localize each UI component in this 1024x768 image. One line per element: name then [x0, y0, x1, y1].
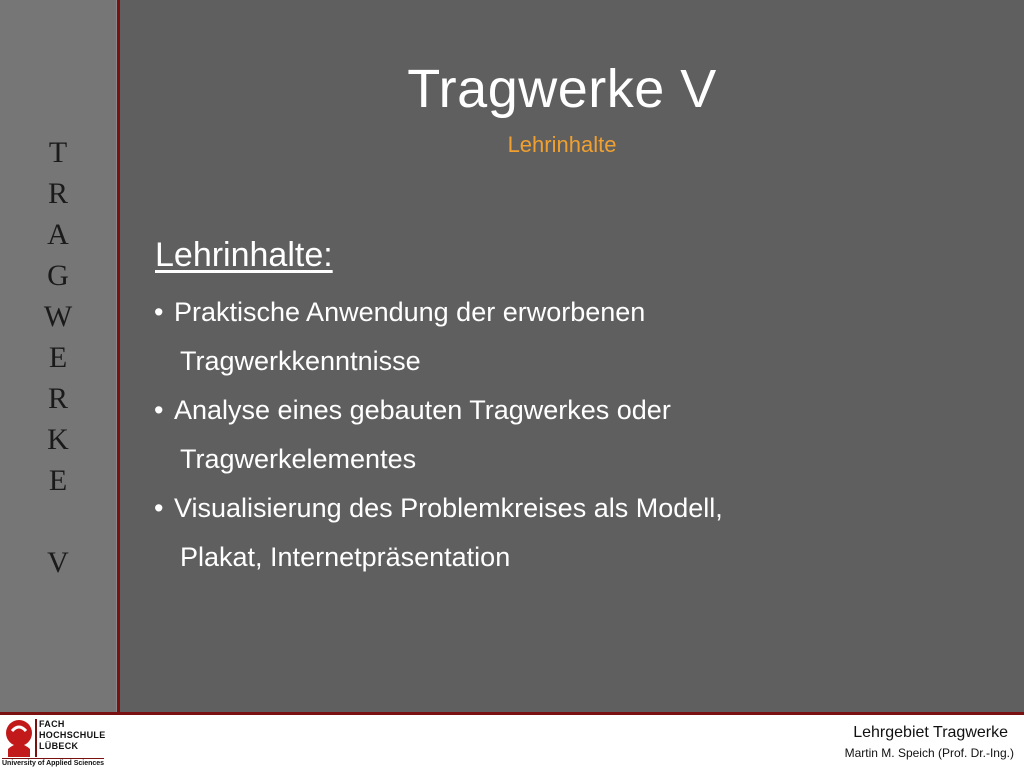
vertical-letter: E [48, 341, 68, 374]
footer [0, 715, 1024, 768]
content-heading: Lehrinhalte: [155, 236, 333, 274]
list-item [154, 484, 914, 582]
vertical-title [0, 132, 116, 583]
vertical-letter: T [48, 136, 68, 169]
vertical-letter: K [47, 423, 69, 456]
list-item [154, 288, 914, 386]
bullet-dot: • [154, 493, 164, 523]
logo-divider [35, 719, 37, 757]
bullet-list [154, 288, 914, 582]
bullet-dot: • [154, 297, 164, 327]
vertical-letter: R [47, 382, 68, 415]
list-item [154, 386, 914, 484]
page-subtitle: Lehrinhalte [507, 132, 617, 157]
page-title: Tragwerke V [407, 59, 717, 119]
logo-line: FACH [39, 719, 65, 729]
vertical-letter: A [47, 218, 69, 251]
bullet-line: Tragwerkelementes [180, 444, 417, 474]
logo-text [39, 719, 106, 752]
vertical-letter: R [47, 177, 68, 210]
vertical-gap [0, 501, 116, 542]
vertical-letter: G [47, 259, 69, 292]
university-logo [2, 719, 120, 768]
sidebar [0, 0, 117, 712]
bullet-line: Plakat, Internetpräsentation [180, 542, 511, 572]
logo-line: HOCHSCHULE [39, 730, 106, 740]
vertical-letter: W [43, 300, 73, 333]
logo-mark-icon [4, 719, 34, 757]
bullet-line: Praktische Anwendung der erworbenen [174, 297, 646, 327]
bullet-line: Tragwerkkenntnisse [180, 346, 421, 376]
footer-author: Martin M. Speich (Prof. Dr.-Ing.) [844, 746, 1014, 760]
vertical-letter: E [48, 464, 68, 497]
bullet-line: Analyse eines gebauten Tragwerkes oder [174, 395, 671, 425]
footer-title: Lehrgebiet Tragwerke [853, 724, 1008, 741]
bullet-line: Visualisierung des Problemkreises als Modell, [174, 493, 723, 523]
logo-subtitle: University of Applied Sciences [2, 760, 105, 767]
vertical-letter: V [47, 546, 69, 579]
logo-line: LÜBECK [39, 741, 79, 751]
bullet-dot: • [154, 395, 164, 425]
